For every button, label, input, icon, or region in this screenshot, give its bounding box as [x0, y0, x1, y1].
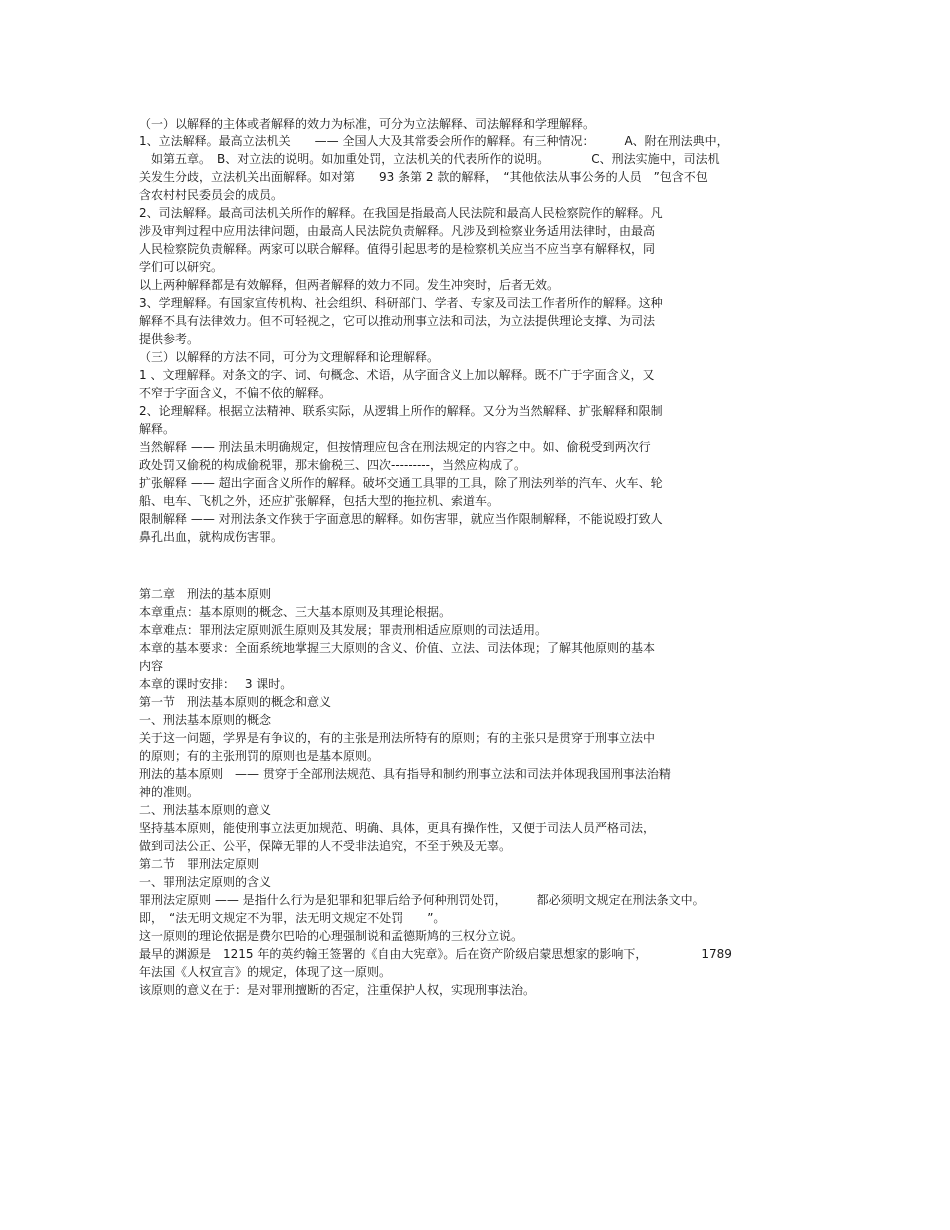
text-line: 这一原则的理论依据是费尔巴哈的心理强制说和孟德斯鸠的三权分立说。: [139, 929, 524, 943]
text-line: 当然解释 —— 刑法虽未明确规定，但按情理应包含在刑法规定的内容之中。如、偷税受到两次行: [139, 440, 651, 454]
text-line: 扩张解释 —— 超出字面含义所作的解释。破坏交通工具罪的工具，除了刑法列举的汽车、火车、轮: [139, 476, 663, 490]
text-line: 如第五章。 B、对立法的说明。如加重处罚，立法机关的代表所作的说明。 C、刑法实施中，司法机: [139, 152, 720, 166]
text-line: 本章重点：基本原则的概念、三大基本原则及其理论根据。: [139, 605, 452, 619]
text-line: 最早的渊源是 1215 年的英约翰王签署的《自由大宪章》。后在资产阶级启蒙思想家的影响下， 1789: [139, 947, 732, 961]
text-line: 含农村村民委员会的成员。: [139, 188, 284, 202]
text-line: 做到司法公正、公平，保障无罪的人不受非法追究，不至于殃及无辜。: [139, 839, 512, 853]
text-line: 限制解释 —— 对刑法条文作狭于字面意思的解释。如伤害罪，就应当作限制解释，不能说殴打致人: [139, 512, 663, 526]
text-line: 本章的课时安排： 3 课时。: [139, 677, 293, 691]
text-line: 内容: [139, 659, 164, 673]
text-line: 罪刑法定原则 —— 是指什么行为是犯罪和犯罪后给予何种刑罚处罚， 都必须明文规定在刑法条文中。: [139, 893, 705, 907]
text-line: 本章的基本要求：全面系统地掌握三大原则的含义、价值、立法、司法体现；了解其他原则的基本: [139, 641, 656, 655]
text-line: 一、罪刑法定原则的含义: [139, 875, 272, 889]
text-line: 3、学理解释。有国家宣传机构、社会组织、科研部门、学者、专家及司法工作者所作的解释。这种: [139, 296, 663, 310]
text-line: 该原则的意义在于：是对罪刑擅断的否定，注重保护人权，实现刑事法治。: [139, 983, 536, 997]
text-line: 2、司法解释。最高司法机关所作的解释。在我国是指最高人民法院和最高人民检察院作的解释。凡: [139, 206, 663, 220]
text-line: 一、刑法基本原则的概念: [139, 713, 272, 727]
text-line: 1、立法解释。最高立法机关 —— 全国人大及其常委会所作的解释。有三种情况： A、附在刑法典中，: [139, 134, 729, 148]
text-line: 解释。: [139, 422, 176, 436]
text-line: 以上两种解释都是有效解释，但两者解释的效力不同。发生冲突时，后者无效。: [139, 278, 560, 292]
text-line: 涉及审判过程中应用法律问题，由最高人民法院负责解释。凡涉及到检察业务适用法律时，由最高: [139, 224, 656, 238]
text-line: 1 、文理解释。对条文的字、词、句概念、术语，从字面含义上加以解释。既不广于字面含义，又: [139, 368, 655, 382]
text-line: 政处罚又偷税的构成偷税罪，那末偷税三、四次---------，当然应构成了。: [139, 458, 526, 472]
text-line: 关于这一问题，学界是有争议的，有的主张是刑法所特有的原则；有的主张只是贯穿于刑事立法中: [139, 731, 656, 745]
text-line: 学们可以研究。: [139, 260, 224, 274]
text-line: 鼻孔出血，就构成伤害罪。: [139, 530, 284, 544]
text-line: 刑法的基本原则 —— 贯穿于全部刑法规范、具有指导和制约刑事立法和司法并体现我国刑事法治精: [139, 767, 671, 781]
text-line: 坚持基本原则，能使刑事立法更加规范、明确、具体，更具有操作性，又便于司法人员严格司法，: [139, 821, 656, 835]
chapter-title: 第二章 刑法的基本原则: [139, 587, 272, 601]
text-line: 本章难点：罪刑法定原则派生原则及其发展；罪责刑相适应原则的司法适用。: [139, 623, 548, 637]
text-line: 二、刑法基本原则的意义: [139, 803, 272, 817]
text-line: （三）以解释的方法不同，可分为文理解释和论理解释。: [139, 350, 440, 364]
text-line: 年法国《人权宣言》的规定，体现了这一原则。: [139, 965, 392, 979]
section-title: 第二节 罪刑法定原则: [139, 857, 260, 871]
text-line: 人民检察院负责解释。两家可以联合解释。值得引起思考的是检察机关应当不应当享有解释权，同: [139, 242, 656, 256]
text-line: 神的准则。: [139, 785, 200, 799]
section-title: 第一节 刑法基本原则的概念和意义: [139, 695, 332, 709]
text-line: 船、电车、飞机之外，还应扩张解释，包括大型的拖拉机、索道车。: [139, 494, 500, 508]
text-line: 的原则；有的主张刑罚的原则也是基本原则。: [139, 749, 380, 763]
text-line: 不窄于字面含义，不偏不依的解释。: [139, 386, 332, 400]
text-line: 关发生分歧，立法机关出面解释。如对第 93 条第 2 款的解释， “其他依法从事公务的人员 ”包含不包: [139, 170, 708, 184]
text-line: （一）以解释的主体或者解释的效力为标准，可分为立法解释、司法解释和学理解释。: [139, 117, 596, 131]
text-line: 解释不具有法律效力。但不可轻视之，它可以推动刑事立法和司法，为立法提供理论支撑、为司法: [139, 314, 656, 328]
text-line: 提供参考。: [139, 332, 200, 346]
text-line: 2、论理解释。根据立法精神、联系实际，从逻辑上所作的解释。又分为当然解释、扩张解释和限制: [139, 404, 663, 418]
text-line: 即， “法无明文规定不为罪，法无明文规定不处罚 ”。: [139, 911, 446, 925]
